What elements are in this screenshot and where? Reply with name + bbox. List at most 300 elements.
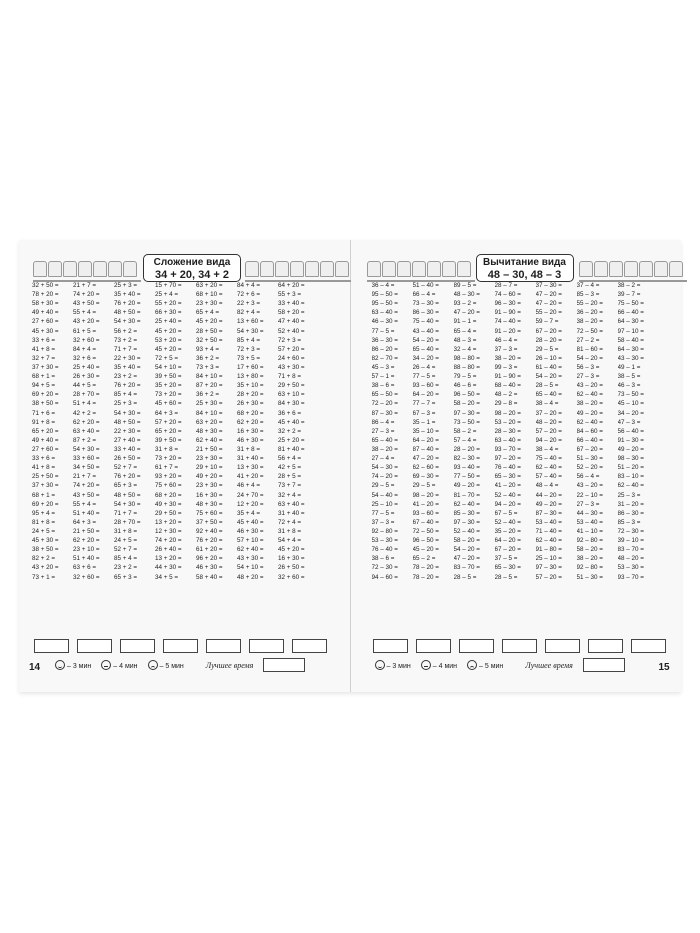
exercise-item: 65 – 40 = (412, 345, 439, 353)
exercise-item: 12 + 30 = (155, 527, 182, 535)
exercise-item: 56 + 2 = (114, 327, 138, 335)
exercise-item: 73 + 1 = (32, 573, 56, 581)
exercise-item: 48 – 2 = (494, 391, 518, 399)
exercise-column (372, 281, 413, 582)
exercise-item: 63 + 20 = (196, 418, 223, 426)
exercise-item: 49 + 30 = (155, 500, 182, 508)
time-box[interactable] (416, 639, 451, 653)
exercise-item: 58 + 30 = (32, 300, 59, 308)
exercise-item: 28 + 70 = (114, 518, 141, 526)
exercise-item: 24 + 70 = (237, 491, 264, 499)
exercise-item: 25 – 10 = (535, 555, 562, 563)
exercise-item: 22 + 3 = (237, 300, 261, 308)
time-box[interactable] (292, 639, 327, 653)
exercise-columns (372, 281, 659, 582)
exercise-item: 95 + 4 = (32, 509, 56, 517)
exercise-item: 73 + 20 = (155, 455, 182, 463)
exercise-item: 96 – 30 = (494, 300, 521, 308)
exercise-item: 23 + 2 = (114, 373, 138, 381)
exercise-item: 25 + 40 = (73, 363, 100, 371)
exercise-item: 26 + 30 = (73, 373, 100, 381)
exercise-item: 21 + 7 = (73, 282, 97, 289)
exercise-item: 51 + 4 = (73, 400, 97, 408)
exercise-item: 58 – 20 = (453, 537, 480, 545)
exercise-item: 38 – 20 = (576, 555, 603, 563)
smile-face-icon (55, 660, 65, 670)
exercise-item: 57 + 20 = (155, 418, 182, 426)
exercise-item: 25 + 20 = (278, 436, 305, 444)
exercise-item: 25 – 10 = (371, 500, 398, 508)
exercise-item: 24 + 5 = (114, 537, 138, 545)
exercise-item: 85 + 4 = (114, 391, 138, 399)
exercise-item: 85 – 3 = (576, 291, 600, 299)
exercise-item: 54 – 20 = (576, 354, 603, 362)
exercise-item: 62 – 40 = (617, 482, 644, 490)
exercise-item: 31 + 8 = (155, 445, 179, 453)
exercise-item: 55 + 20 = (155, 300, 182, 308)
best-time-box[interactable] (583, 658, 625, 672)
exercise-item: 46 – 3 = (617, 382, 641, 390)
exercise-item: 25 + 50 = (32, 473, 59, 481)
exercise-item: 72 + 6 = (237, 291, 261, 299)
exercise-item: 48 – 30 = (453, 291, 480, 299)
exercise-item: 21 + 7 = (73, 473, 97, 481)
sad-face-icon (467, 660, 477, 670)
exercise-item: 56 – 3 = (576, 363, 600, 371)
exercise-item: 61 + 5 = (73, 327, 97, 335)
exercise-item: 48 – 20 = (617, 555, 644, 563)
exercise-item: 58 – 20 = (576, 546, 603, 554)
exercise-item: 37 + 30 = (32, 363, 59, 371)
exercise-item: 36 + 6 = (278, 409, 302, 417)
legend-3-min: – 3 мин (386, 663, 411, 670)
sad-face-icon (148, 660, 158, 670)
exercise-item: 37 – 5 = (494, 555, 518, 563)
exercise-item: 44 – 30 = (576, 509, 603, 517)
exercise-item: 57 – 20 = (535, 427, 562, 435)
exercise-item: 46 – 30 = (371, 318, 398, 326)
exercise-item: 73 + 5 = (237, 354, 261, 362)
exercise-item: 48 + 50 = (114, 418, 141, 426)
exercise-item: 72 + 3 = (237, 345, 261, 353)
exercise-item: 52 – 20 = (576, 464, 603, 472)
exercise-item: 85 – 30 = (453, 509, 480, 517)
exercise-item: 38 – 4 = (535, 400, 559, 408)
exercise-item: 26 – 4 = (412, 363, 436, 371)
exercise-item: 67 – 20 = (576, 445, 603, 453)
best-time-label: Лучшее время (205, 660, 254, 670)
exercise-item: 54 – 20 = (453, 546, 480, 554)
exercise-item: 38 – 2 = (617, 282, 641, 289)
exercise-item: 93 – 40 = (453, 464, 480, 472)
exercise-item: 49 + 20 = (196, 473, 223, 481)
exercise-item: 52 – 40 = (494, 518, 521, 526)
exercise-item: 72 + 4 = (278, 518, 302, 526)
exercise-item: 58 – 2 = (453, 427, 477, 435)
exercise-item: 45 + 30 = (32, 537, 59, 545)
exercise-item: 53 – 20 = (494, 418, 521, 426)
exercise-item: 25 + 30 = (196, 400, 223, 408)
exercise-item: 49 – 20 = (617, 445, 644, 453)
exercise-item: 86 – 4 = (371, 418, 395, 426)
exercise-item: 61 + 7 = (155, 464, 179, 472)
exercise-item: 71 + 7 = (114, 345, 138, 353)
exercise-item: 47 – 20 = (453, 555, 480, 563)
time-box[interactable] (588, 639, 623, 653)
exercise-item: 65 – 2 = (412, 555, 436, 563)
exercise-item: 71 – 40 = (535, 527, 562, 535)
exercise-item: 72 – 20 = (371, 400, 398, 408)
exercise-item: 53 – 40 = (535, 518, 562, 526)
exercise-item: 36 + 2 = (196, 391, 220, 399)
exercise-item: 66 + 30 = (155, 309, 182, 317)
exercise-item: 54 – 20 = (535, 373, 562, 381)
exercise-item: 62 – 40 = (535, 464, 562, 472)
exercise-item: 83 – 70 = (453, 564, 480, 572)
exercise-item: 91 – 30 = (617, 436, 644, 444)
exercise-item: 74 – 40 = (494, 318, 521, 326)
exercise-item: 39 + 50 = (155, 436, 182, 444)
exercise-item: 87 + 2 = (73, 436, 97, 444)
exercise-item: 37 – 3 = (371, 518, 395, 526)
exercise-item: 73 – 30 = (412, 300, 439, 308)
exercise-item: 94 – 20 = (535, 436, 562, 444)
exercise-item: 74 + 20 = (155, 537, 182, 545)
exercise-item: 32 + 60 = (278, 573, 305, 581)
exercise-item: 72 – 30 = (371, 564, 398, 572)
exercise-item: 35 + 10 = (237, 382, 264, 390)
exercise-item: 93 + 4 = (196, 345, 220, 353)
exercise-item: 94 + 5 = (32, 382, 56, 390)
exercise-item: 52 – 40 = (494, 491, 521, 499)
exercise-item: 66 – 40 = (617, 309, 644, 317)
exercise-item: 56 + 4 = (278, 455, 302, 463)
exercise-item: 54 + 30 = (73, 445, 100, 453)
exercise-item: 57 – 4 = (453, 436, 477, 444)
exercise-item: 75 – 50 = (617, 300, 644, 308)
exercise-item: 55 + 4 = (73, 309, 97, 317)
exercise-item: 67 – 20 = (494, 546, 521, 554)
decorative-border-left-icon (367, 258, 475, 282)
exercise-item: 84 – 60 = (576, 427, 603, 435)
exercise-item: 92 – 80 = (576, 564, 603, 572)
exercise-item: 74 – 20 = (371, 473, 398, 481)
exercise-item: 62 + 20 = (73, 537, 100, 545)
exercise-column (237, 281, 278, 582)
exercise-item: 51 + 40 = (73, 555, 100, 563)
exercise-item: 13 + 80 = (237, 373, 264, 381)
exercise-item: 92 + 40 = (196, 527, 223, 535)
exercise-item: 27 + 40 = (114, 436, 141, 444)
exercise-item: 36 – 20 = (576, 309, 603, 317)
exercise-item: 98 – 20 = (412, 491, 439, 499)
exercise-item: 91 – 20 = (494, 327, 521, 335)
exercise-column (536, 281, 577, 582)
exercise-item: 26 – 10 = (535, 354, 562, 362)
time-box[interactable] (249, 639, 284, 653)
exercise-item: 41 + 8 = (32, 345, 56, 353)
exercise-item: 82 – 30 = (453, 455, 480, 463)
exercise-item: 98 – 20 = (494, 409, 521, 417)
exercise-item: 73 + 20 = (155, 391, 182, 399)
exercise-item: 27 – 3 = (371, 427, 395, 435)
exercise-item: 58 + 40 = (196, 573, 223, 581)
exercise-item: 32 + 50 = (32, 282, 59, 289)
exercise-item: 68 + 1 = (32, 491, 56, 499)
exercise-item: 26 + 50 = (114, 455, 141, 463)
exercise-column (454, 281, 495, 582)
exercise-item: 39 – 7 = (617, 291, 641, 299)
exercise-item: 54 + 30 = (114, 500, 141, 508)
exercise-item: 57 – 20 = (535, 573, 562, 581)
best-time-label: Лучшее время (525, 660, 573, 670)
exercise-item: 39 + 50 = (155, 373, 182, 381)
exercise-item: 76 + 20 = (114, 382, 141, 390)
exercise-item: 45 + 20 = (278, 546, 305, 554)
exercise-item: 54 – 40 = (371, 491, 398, 499)
exercise-item: 23 + 30 = (196, 300, 223, 308)
exercise-item: 83 – 10 = (617, 473, 644, 481)
exercise-item: 97 – 30 = (535, 564, 562, 572)
exercise-item: 28 – 5 = (453, 573, 477, 581)
exercise-item: 97 – 10 = (617, 327, 644, 335)
exercise-item: 33 + 40 = (114, 445, 141, 453)
exercise-item: 23 + 10 = (73, 546, 100, 554)
exercise-item: 84 + 4 = (73, 345, 97, 353)
exercise-item: 84 + 30 = (278, 400, 305, 408)
exercise-column (196, 281, 237, 582)
exercise-item: 22 + 30 = (114, 427, 141, 435)
exercise-item: 97 – 20 = (494, 455, 521, 463)
exercise-item: 67 – 40 = (412, 518, 439, 526)
time-box[interactable] (373, 639, 408, 653)
exercise-item: 45 + 40 = (237, 518, 264, 526)
exercise-item: 25 + 4 = (155, 291, 179, 299)
exercise-item: 31 + 8 = (278, 527, 302, 535)
legend-3-min: – 3 мин (67, 663, 92, 670)
exercise-item: 74 + 20 = (73, 482, 100, 490)
exercise-item: 35 + 40 = (114, 291, 141, 299)
exercise-item: 34 + 5 = (155, 573, 179, 581)
exercise-item: 49 – 20 = (576, 409, 603, 417)
exercise-item: 65 + 20 = (32, 427, 59, 435)
best-time-box[interactable] (263, 658, 305, 672)
exercise-item: 17 + 60 = (237, 363, 264, 371)
exercise-item: 68 – 40 = (494, 382, 521, 390)
exercise-item: 71 + 8 = (278, 373, 302, 381)
exercise-item: 84 + 10 = (196, 409, 223, 417)
exercise-item: 41 – 10 = (576, 527, 603, 535)
exercise-item: 28 – 5 = (535, 382, 559, 390)
time-box[interactable] (631, 639, 666, 653)
exercise-item: 38 – 6 = (371, 382, 395, 390)
exercise-item: 43 + 20 = (73, 318, 100, 326)
exercise-item: 71 + 7 = (114, 509, 138, 517)
exercise-item: 46 + 30 = (237, 527, 264, 535)
exercise-item: 62 – 40 = (453, 500, 480, 508)
time-box[interactable] (34, 639, 69, 653)
exercise-item: 31 + 8 = (114, 527, 138, 535)
exercise-item: 25 – 3 = (617, 491, 641, 499)
exercise-item: 48 – 3 = (453, 336, 477, 344)
exercise-item: 91 + 8 = (32, 418, 56, 426)
exercise-item: 16 + 30 = (237, 427, 264, 435)
page-header (351, 254, 682, 284)
exercise-item: 81 + 8 = (32, 518, 56, 526)
exercise-item: 38 – 4 = (535, 445, 559, 453)
exercise-item: 96 – 50 = (412, 537, 439, 545)
exercise-item: 99 – 3 = (494, 363, 518, 371)
exercise-item: 29 + 50 = (155, 509, 182, 517)
exercise-item: 21 + 50 = (73, 527, 100, 535)
exercise-item: 43 + 50 = (73, 300, 100, 308)
exercise-item: 54 – 30 = (371, 464, 398, 472)
exercise-item: 58 – 20 = (453, 400, 480, 408)
exercise-item: 37 – 30 = (535, 282, 562, 289)
exercise-column (495, 281, 536, 582)
exercise-column (577, 281, 618, 582)
exercise-item: 53 – 30 = (617, 564, 644, 572)
exercise-item: 76 + 20 = (114, 300, 141, 308)
exercise-item: 31 + 40 = (278, 509, 305, 517)
exercise-item: 88 – 80 = (453, 363, 480, 371)
time-box[interactable] (206, 639, 241, 653)
exercise-item: 87 – 30 = (535, 509, 562, 517)
exercise-item: 61 – 40 = (535, 363, 562, 371)
exercise-item: 65 + 3 = (114, 573, 138, 581)
exercise-item: 13 + 30 = (237, 464, 264, 472)
exercise-item: 28 – 30 = (494, 427, 521, 435)
exercise-item: 51 – 40 = (412, 282, 439, 289)
exercise-item: 38 + 50 = (32, 400, 59, 408)
exercise-item: 63 – 40 = (494, 436, 521, 444)
exercise-item: 42 + 5 = (278, 464, 302, 472)
exercise-item: 42 + 2 = (73, 409, 97, 417)
exercise-item: 23 + 30 = (196, 482, 223, 490)
exercise-item: 27 – 3 = (576, 373, 600, 381)
exercise-item: 35 + 4 = (237, 509, 261, 517)
exercise-item: 48 + 20 = (237, 573, 264, 581)
time-box[interactable] (545, 639, 580, 653)
exercise-item: 46 + 30 = (196, 564, 223, 572)
exercise-item: 49 + 40 = (32, 436, 59, 444)
exercise-item: 58 + 20 = (278, 309, 305, 317)
exercise-item: 21 + 50 = (196, 445, 223, 453)
exercise-item: 63 + 40 = (278, 500, 305, 508)
exercise-item: 49 – 20 = (535, 500, 562, 508)
exercise-item: 87 – 30 = (371, 409, 398, 417)
exercise-item: 38 – 20 = (371, 445, 398, 453)
exercise-item: 13 + 20 = (155, 555, 182, 563)
exercise-item: 64 – 30 = (617, 345, 644, 353)
exercise-item: 92 – 80 = (576, 537, 603, 545)
exercise-item: 82 – 70 = (371, 354, 398, 362)
exercise-item: 47 – 20 = (412, 455, 439, 463)
exercise-item: 49 – 1 = (617, 363, 641, 371)
exercise-item: 27 – 4 = (371, 455, 395, 463)
exercise-item: 64 – 20 = (412, 436, 439, 444)
exercise-item: 35 – 10 = (412, 427, 439, 435)
page-number: 15 (658, 662, 670, 673)
exercise-item: 65 + 3 = (114, 482, 138, 490)
exercise-item: 79 – 5 = (453, 373, 477, 381)
exercise-item: 37 – 4 = (576, 282, 600, 289)
exercise-item: 87 + 20 = (196, 382, 223, 390)
exercise-item: 47 – 20 = (535, 300, 562, 308)
exercise-item: 32 – 4 = (453, 345, 477, 353)
time-box[interactable] (77, 639, 112, 653)
exercise-item: 81 – 60 = (576, 345, 603, 353)
exercise-item: 67 – 20 = (535, 327, 562, 335)
exercise-item: 41 + 20 = (237, 473, 264, 481)
exercise-item: 77 – 5 = (371, 509, 395, 517)
exercise-item: 32 + 2 = (278, 427, 302, 435)
smile-face-icon (375, 660, 385, 670)
exercise-item: 47 + 40 = (278, 318, 305, 326)
exercise-column (278, 281, 319, 582)
exercise-item: 35 + 20 = (155, 382, 182, 390)
exercise-item: 29 – 5 = (535, 345, 559, 353)
exercise-item: 36 – 30 = (371, 336, 398, 344)
exercise-item: 89 – 5 = (453, 282, 477, 289)
legend-5-min: – 5 мин (159, 663, 184, 670)
exercise-column (155, 281, 196, 582)
exercise-item: 32 + 50 = (196, 336, 223, 344)
exercise-item: 77 – 5 = (412, 373, 436, 381)
exercise-item: 32 + 6 = (73, 354, 97, 362)
exercise-item: 16 + 30 = (196, 491, 223, 499)
exercise-item: 77 – 7 = (412, 400, 436, 408)
exercise-item: 41 – 20 = (494, 482, 521, 490)
time-box[interactable] (120, 639, 155, 653)
exercise-item: 54 + 10 = (155, 363, 182, 371)
exercise-item: 34 – 20 = (412, 354, 439, 362)
exercise-item: 54 + 30 = (114, 409, 141, 417)
exercise-item: 27 – 2 = (576, 336, 600, 344)
exercise-item: 24 + 60 = (278, 354, 305, 362)
exercise-item: 51 – 30 = (576, 455, 603, 463)
exercise-item: 27 + 60 = (32, 318, 59, 326)
time-boxes (34, 639, 327, 653)
exercise-item: 62 – 60 = (412, 464, 439, 472)
exercise-item: 57 – 40 = (535, 473, 562, 481)
exercise-item: 26 + 40 = (155, 546, 182, 554)
exercise-item: 36 + 2 = (196, 354, 220, 362)
exercise-item: 33 + 60 = (73, 455, 100, 463)
exercise-item: 58 – 40 = (617, 336, 644, 344)
exercise-item: 86 – 30 = (412, 309, 439, 317)
exercise-item: 26 + 50 = (278, 564, 305, 572)
exercise-item: 23 + 2 = (114, 564, 138, 572)
exercise-item: 28 – 20 = (453, 445, 480, 453)
time-box[interactable] (163, 639, 198, 653)
exercise-item: 61 + 20 = (196, 546, 223, 554)
exercise-item: 54 + 30 = (237, 327, 264, 335)
exercise-item: 59 – 7 = (535, 318, 559, 326)
exercise-item: 55 – 20 = (576, 300, 603, 308)
exercise-item: 38 – 5 = (617, 373, 641, 381)
exercise-item: 65 + 20 = (155, 427, 182, 435)
exercise-item: 56 – 40 = (617, 427, 644, 435)
exercise-item: 72 – 50 = (576, 327, 603, 335)
exercise-item: 43 – 40 = (412, 327, 439, 335)
exercise-item: 64 – 20 = (494, 537, 521, 545)
exercise-item: 32 + 7 = (32, 354, 56, 362)
time-box[interactable] (459, 639, 494, 653)
exercise-item: 32 + 60 = (73, 573, 100, 581)
time-box[interactable] (502, 639, 537, 653)
exercise-item: 31 – 20 = (617, 500, 644, 508)
